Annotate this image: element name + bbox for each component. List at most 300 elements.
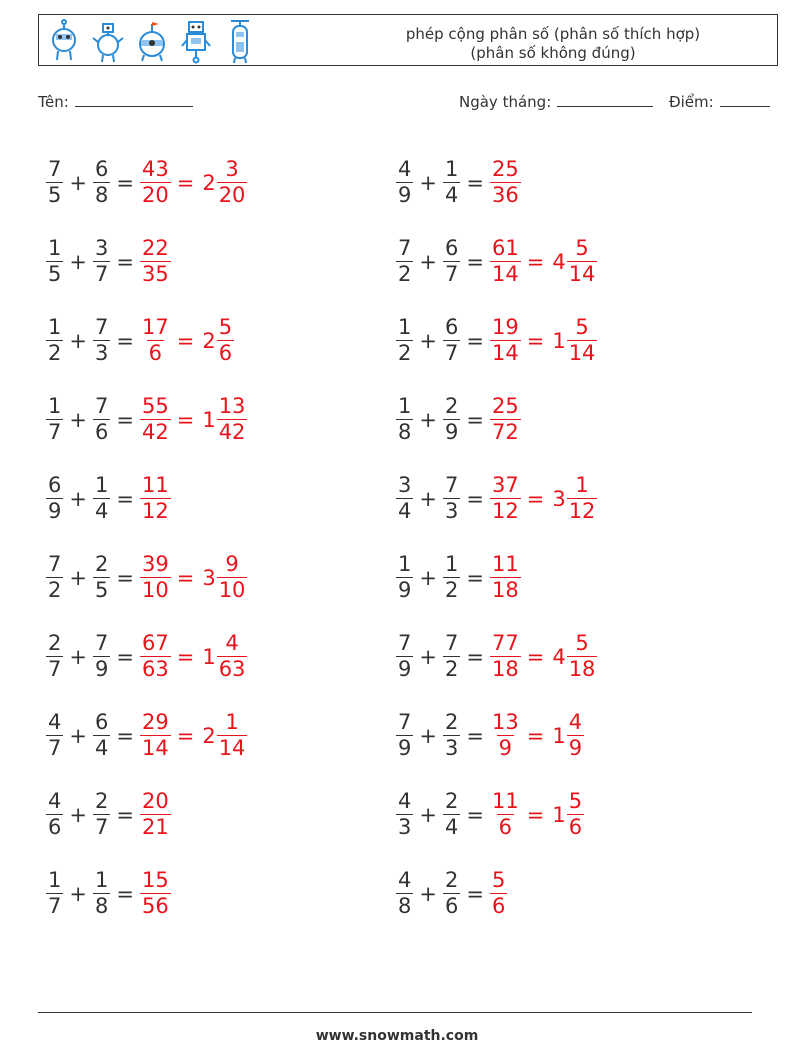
denominator: 8	[398, 894, 412, 918]
numerator: 15	[141, 868, 169, 892]
denominator: 2	[48, 578, 62, 602]
numerator: 61	[491, 236, 519, 260]
header-box	[38, 14, 778, 66]
fraction	[46, 315, 63, 366]
denominator: 9	[398, 183, 412, 207]
plus-sign: +	[419, 881, 437, 906]
equals-sign-answer: =	[176, 328, 195, 353]
denominator: 63	[141, 657, 169, 681]
fraction	[46, 552, 63, 603]
denominator: 4	[94, 499, 109, 523]
numerator: 4	[568, 710, 583, 734]
denominator: 18	[491, 657, 519, 681]
numerator: 5	[491, 868, 506, 892]
numerator: 3	[398, 473, 412, 497]
denominator: 6	[148, 341, 163, 365]
robot-3-icon	[135, 18, 169, 64]
numerator: 2	[94, 552, 109, 576]
mixed-whole: 1	[552, 802, 566, 827]
plus-sign: +	[419, 170, 437, 195]
numerator: 55	[141, 394, 169, 418]
numerator: 4	[398, 157, 412, 181]
equals-sign-answer: =	[526, 328, 545, 353]
denominator: 9	[568, 736, 583, 760]
numerator: 1	[225, 710, 239, 734]
fraction	[396, 868, 413, 919]
numerator: 4	[398, 868, 412, 892]
plus-sign: +	[419, 565, 437, 590]
fraction	[140, 710, 171, 761]
robot-5-icon	[223, 18, 257, 64]
mixed-whole: 1	[202, 644, 216, 669]
fraction	[140, 868, 171, 919]
fraction	[93, 394, 110, 445]
numerator: 7	[398, 710, 412, 734]
equals-sign: =	[466, 881, 484, 906]
numerator: 1	[444, 157, 459, 181]
equals-sign: =	[466, 565, 484, 590]
score-blank[interactable]	[720, 92, 770, 107]
plus-sign: +	[69, 486, 87, 511]
mixed-fraction	[567, 710, 584, 761]
denominator: 2	[398, 341, 412, 365]
denominator: 14	[568, 262, 596, 286]
numerator: 3	[225, 157, 239, 181]
denominator: 14	[568, 341, 596, 365]
footer-divider	[38, 1012, 752, 1013]
numerator: 4	[225, 631, 239, 655]
fraction	[93, 157, 110, 208]
fraction	[46, 710, 63, 761]
numerator: 1	[398, 315, 412, 339]
numerator: 7	[48, 552, 62, 576]
mixed-whole: 2	[202, 170, 216, 195]
mixed-whole: 2	[202, 328, 216, 353]
denominator: 20	[141, 183, 169, 207]
problem-row	[46, 301, 247, 380]
problem-row	[46, 538, 247, 617]
denominator: 12	[491, 499, 519, 523]
problem-row	[46, 617, 247, 696]
denominator: 9	[94, 657, 109, 681]
numerator: 1	[444, 552, 459, 576]
numerator: 6	[48, 473, 62, 497]
mixed-fraction	[567, 631, 598, 682]
numerator: 1	[48, 394, 62, 418]
numerator: 1	[398, 552, 412, 576]
fraction	[46, 394, 63, 445]
fraction	[140, 315, 171, 366]
equals-sign-answer: =	[526, 802, 545, 827]
problem-row	[396, 617, 597, 696]
denominator: 8	[94, 183, 109, 207]
plus-sign: +	[69, 644, 87, 669]
problem-row	[396, 459, 597, 538]
fraction	[46, 631, 63, 682]
denominator: 7	[48, 736, 62, 760]
equals-sign-answer: =	[176, 723, 195, 748]
denominator: 20	[218, 183, 246, 207]
fraction	[46, 157, 63, 208]
equals-sign: =	[466, 644, 484, 669]
problem-row	[46, 696, 247, 775]
denominator: 6	[444, 894, 459, 918]
date-label: Ngày tháng:	[459, 93, 552, 111]
plus-sign: +	[69, 565, 87, 590]
numerator: 43	[141, 157, 169, 181]
robot-1-icon	[47, 18, 81, 64]
numerator: 7	[94, 394, 109, 418]
numerator: 2	[444, 394, 459, 418]
numerator: 5	[568, 789, 583, 813]
numerator: 1	[94, 473, 109, 497]
fraction	[443, 394, 460, 445]
denominator: 7	[444, 341, 459, 365]
equals-sign-answer: =	[526, 723, 545, 748]
name-label: Tên:	[38, 93, 69, 111]
equals-sign-answer: =	[526, 644, 545, 669]
robot-4-icon	[179, 18, 213, 64]
problem-row	[46, 222, 247, 301]
denominator: 9	[398, 736, 412, 760]
denominator: 35	[141, 262, 169, 286]
numerator: 20	[141, 789, 169, 813]
denominator: 14	[218, 736, 246, 760]
denominator: 2	[48, 341, 62, 365]
denominator: 4	[398, 499, 412, 523]
numerator: 7	[398, 631, 412, 655]
denominator: 3	[444, 736, 459, 760]
fraction	[443, 789, 460, 840]
equals-sign: =	[466, 802, 484, 827]
score-label: Điểm:	[669, 93, 714, 111]
equals-sign: =	[466, 249, 484, 274]
fraction	[490, 473, 521, 524]
denominator: 21	[141, 815, 169, 839]
denominator: 3	[94, 341, 109, 365]
fraction	[140, 473, 171, 524]
name-field	[38, 92, 193, 111]
problem-row	[396, 301, 597, 380]
numerator: 11	[491, 552, 519, 576]
plus-sign: +	[69, 881, 87, 906]
denominator: 10	[218, 578, 246, 602]
numerator: 2	[444, 710, 459, 734]
equals-sign: =	[466, 407, 484, 432]
equals-sign-answer: =	[176, 170, 195, 195]
numerator: 5	[575, 631, 589, 655]
denominator: 7	[444, 262, 459, 286]
plus-sign: +	[69, 249, 87, 274]
denominator: 6	[48, 815, 62, 839]
fraction	[140, 552, 171, 603]
fraction	[46, 236, 63, 287]
problem-row	[396, 696, 597, 775]
fraction	[443, 710, 460, 761]
denominator: 63	[218, 657, 246, 681]
mixed-whole: 3	[202, 565, 216, 590]
mixed-whole: 1	[552, 328, 566, 353]
equals-sign-answer: =	[526, 486, 545, 511]
plus-sign: +	[419, 723, 437, 748]
numerator: 6	[444, 315, 459, 339]
problem-row	[396, 538, 597, 617]
numerator: 25	[491, 157, 519, 181]
numerator: 5	[218, 315, 233, 339]
fraction	[443, 552, 460, 603]
mixed-whole: 3	[552, 486, 566, 511]
problem-row	[396, 380, 597, 459]
fraction	[46, 868, 63, 919]
fraction	[396, 394, 413, 445]
plus-sign: +	[419, 249, 437, 274]
numerator: 1	[48, 315, 62, 339]
denominator: 14	[141, 736, 169, 760]
fraction	[396, 236, 413, 287]
numerator: 11	[141, 473, 169, 497]
denominator: 7	[48, 420, 62, 444]
fraction	[396, 473, 413, 524]
denominator: 56	[141, 894, 169, 918]
mixed-fraction	[217, 552, 248, 603]
numerator: 2	[444, 789, 459, 813]
numerator: 1	[48, 236, 62, 260]
mixed-whole: 1	[552, 723, 566, 748]
plus-sign: +	[69, 802, 87, 827]
plus-sign: +	[419, 644, 437, 669]
numerator: 7	[444, 631, 459, 655]
fraction	[46, 473, 63, 524]
denominator: 8	[94, 894, 109, 918]
name-blank[interactable]	[75, 92, 193, 107]
numerator: 39	[141, 552, 169, 576]
fraction	[140, 394, 171, 445]
numerator: 6	[94, 710, 109, 734]
fraction	[396, 552, 413, 603]
numerator: 17	[141, 315, 169, 339]
problem-row	[396, 775, 597, 854]
plus-sign: +	[419, 328, 437, 353]
numerator: 2	[444, 868, 459, 892]
mixed-fraction	[217, 157, 248, 208]
plus-sign: +	[419, 802, 437, 827]
mixed-fraction	[217, 710, 248, 761]
numerator: 6	[444, 236, 459, 260]
fraction	[140, 236, 171, 287]
fraction	[93, 789, 110, 840]
denominator: 4	[444, 183, 459, 207]
fraction	[396, 157, 413, 208]
fraction	[490, 868, 507, 919]
fraction	[396, 631, 413, 682]
fraction	[443, 631, 460, 682]
problem-row	[46, 854, 247, 933]
numerator: 1	[575, 473, 589, 497]
fraction	[443, 315, 460, 366]
fraction	[443, 157, 460, 208]
denominator: 9	[398, 578, 412, 602]
equals-sign: =	[116, 565, 134, 590]
plus-sign: +	[69, 328, 87, 353]
problem-row	[46, 380, 247, 459]
denominator: 9	[48, 499, 62, 523]
numerator: 2	[94, 789, 109, 813]
fraction	[93, 631, 110, 682]
fraction	[443, 868, 460, 919]
numerator: 13	[218, 394, 246, 418]
denominator: 5	[48, 183, 62, 207]
problem-row	[46, 775, 247, 854]
equals-sign: =	[466, 723, 484, 748]
fraction	[93, 710, 110, 761]
denominator: 18	[568, 657, 596, 681]
denominator: 9	[498, 736, 513, 760]
denominator: 9	[398, 657, 412, 681]
problems-right-column	[396, 143, 597, 933]
problems-left-column	[46, 143, 247, 933]
problem-row	[46, 459, 247, 538]
denominator: 3	[398, 815, 412, 839]
numerator: 11	[491, 789, 519, 813]
equals-sign: =	[116, 407, 134, 432]
denominator: 2	[444, 578, 459, 602]
equals-sign-answer: =	[526, 249, 545, 274]
score-field	[669, 92, 770, 111]
denominator: 6	[491, 894, 506, 918]
denominator: 4	[94, 736, 109, 760]
equals-sign-answer: =	[176, 565, 195, 590]
numerator: 7	[444, 473, 459, 497]
equals-sign-answer: =	[176, 407, 195, 432]
title-line-2: (phân số không đúng)	[470, 44, 636, 62]
denominator: 5	[48, 262, 62, 286]
numerator: 13	[491, 710, 519, 734]
numerator: 7	[94, 631, 109, 655]
fraction	[93, 236, 110, 287]
numerator: 77	[491, 631, 519, 655]
equals-sign: =	[116, 644, 134, 669]
fraction	[490, 394, 521, 445]
equals-sign: =	[116, 486, 134, 511]
numerator: 2	[48, 631, 62, 655]
plus-sign: +	[69, 170, 87, 195]
fraction	[140, 157, 171, 208]
fraction	[443, 236, 460, 287]
denominator: 14	[491, 341, 519, 365]
problem-row	[46, 143, 247, 222]
mixed-fraction	[567, 236, 598, 287]
fraction	[490, 552, 521, 603]
equals-sign: =	[466, 328, 484, 353]
fraction	[396, 789, 413, 840]
mixed-fraction	[217, 315, 234, 366]
mixed-whole: 2	[202, 723, 216, 748]
denominator: 7	[48, 894, 62, 918]
fraction	[93, 315, 110, 366]
mixed-fraction	[567, 789, 584, 840]
plus-sign: +	[69, 723, 87, 748]
fraction	[396, 315, 413, 366]
equals-sign: =	[116, 723, 134, 748]
mixed-whole: 4	[552, 249, 566, 274]
fraction	[140, 631, 171, 682]
problem-row	[396, 854, 597, 933]
equals-sign: =	[466, 170, 484, 195]
robot-2-icon	[91, 18, 125, 64]
numerator: 67	[141, 631, 169, 655]
numerator: 7	[398, 236, 412, 260]
denominator: 6	[498, 815, 513, 839]
denominator: 42	[218, 420, 246, 444]
equals-sign: =	[466, 486, 484, 511]
equals-sign: =	[116, 170, 134, 195]
fraction	[93, 552, 110, 603]
numerator: 22	[141, 236, 169, 260]
denominator: 5	[94, 578, 109, 602]
fraction	[490, 631, 521, 682]
numerator: 3	[94, 236, 109, 260]
numerator: 5	[575, 315, 589, 339]
numerator: 5	[575, 236, 589, 260]
numerator: 25	[491, 394, 519, 418]
denominator: 7	[94, 262, 109, 286]
numerator: 29	[141, 710, 169, 734]
denominator: 10	[141, 578, 169, 602]
numerator: 4	[398, 789, 412, 813]
fraction	[396, 710, 413, 761]
numerator: 6	[94, 157, 109, 181]
plus-sign: +	[419, 486, 437, 511]
denominator: 42	[141, 420, 169, 444]
numerator: 4	[48, 710, 62, 734]
mixed-fraction	[217, 631, 248, 682]
equals-sign-answer: =	[176, 644, 195, 669]
fraction	[443, 473, 460, 524]
denominator: 6	[94, 420, 109, 444]
equals-sign: =	[116, 881, 134, 906]
denominator: 72	[491, 420, 519, 444]
denominator: 6	[218, 341, 233, 365]
fraction	[93, 473, 110, 524]
denominator: 4	[444, 815, 459, 839]
problem-row	[396, 222, 597, 301]
numerator: 7	[94, 315, 109, 339]
fraction	[490, 236, 521, 287]
denominator: 7	[48, 657, 62, 681]
denominator: 12	[568, 499, 596, 523]
denominator: 14	[491, 262, 519, 286]
problem-row	[396, 143, 597, 222]
date-blank[interactable]	[557, 92, 653, 107]
numerator: 1	[94, 868, 109, 892]
denominator: 36	[491, 183, 519, 207]
denominator: 3	[444, 499, 459, 523]
mixed-fraction	[217, 394, 248, 445]
denominator: 18	[491, 578, 519, 602]
denominator: 7	[94, 815, 109, 839]
mixed-fraction	[567, 473, 598, 524]
mixed-whole: 1	[202, 407, 216, 432]
denominator: 2	[444, 657, 459, 681]
numerator: 1	[48, 868, 62, 892]
equals-sign: =	[116, 249, 134, 274]
mixed-whole: 4	[552, 644, 566, 669]
date-field	[459, 92, 653, 111]
mixed-fraction	[567, 315, 598, 366]
equals-sign: =	[116, 802, 134, 827]
plus-sign: +	[69, 407, 87, 432]
numerator: 9	[225, 552, 239, 576]
